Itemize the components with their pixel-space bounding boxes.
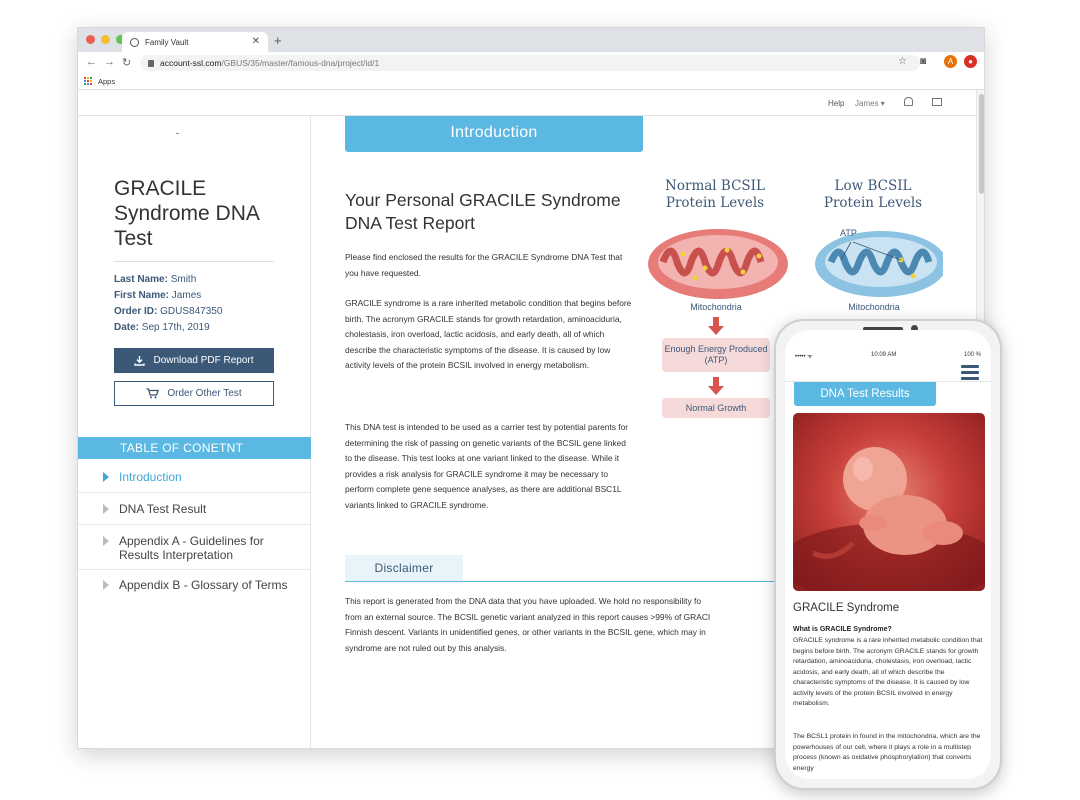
minimize-window-button[interactable]: [101, 35, 110, 44]
battery-indicator: 100 %: [963, 352, 981, 358]
meta-value: Sep 17th, 2019: [141, 322, 210, 333]
close-tab-icon[interactable]: ✕: [251, 36, 260, 47]
address-bar[interactable]: [140, 55, 920, 71]
toc-item-label: Appendix B - Glossary of Terms: [119, 578, 288, 592]
low-levels-title: Low BCSIL Protein Levels: [823, 178, 923, 211]
cart-icon: [146, 388, 159, 399]
dna-test-results-banner: DNA Test Results: [794, 382, 936, 406]
toc-heading: TABLE OF CONETNT: [78, 437, 311, 459]
bookmark-star-icon[interactable]: ☆: [898, 56, 907, 67]
toc-item-label: DNA Test Result: [119, 502, 207, 516]
reload-icon[interactable]: ↻: [122, 57, 132, 69]
order-other-test-label: Order Other Test: [167, 388, 242, 399]
toc-item-label: Introduction: [119, 470, 182, 484]
caret-right-icon: [103, 504, 109, 514]
download-pdf-button[interactable]: [114, 348, 274, 373]
app-header: [78, 90, 976, 116]
intro-paragraph: Please find enclosed the results for the GRACILE Syndrome DNA Test that you have requested.: [345, 252, 623, 278]
sidebar-logo-mark: -: [176, 128, 179, 138]
disclaimer-line: This report is generated from the DNA data that you have uploaded. We hold no responsibility fo: [345, 596, 701, 606]
extension-icon[interactable]: ●: [964, 55, 977, 68]
caret-right-icon: [103, 580, 109, 590]
meta-label: Order ID:: [114, 306, 158, 317]
order-other-test-button[interactable]: [114, 381, 274, 406]
phone-screen: [785, 330, 991, 779]
disclaimer-text: [345, 594, 785, 656]
disclaimer-line: syndrome are not ruled out by this analysis.: [345, 642, 507, 653]
meta-first-name: [114, 290, 201, 301]
download-icon: [134, 355, 145, 366]
normal-levels-title: Normal BCSIL Protein Levels: [665, 178, 765, 211]
status-time: 10:09 AM: [871, 352, 897, 358]
divider: [114, 261, 274, 262]
help-link[interactable]: Help: [828, 99, 845, 108]
download-pdf-label: Download PDF Report: [153, 355, 254, 366]
phone-question: What is GRACILE Syndrome?: [793, 626, 892, 633]
signal-indicator: ••••• ᯤ: [795, 354, 813, 360]
disclaimer-line: Finnish descent. Variants in unidentified genes, or other variants in the BCSIL gene, which may in: [345, 627, 706, 638]
sidebar: [78, 116, 311, 749]
divider: [78, 524, 311, 525]
profile-avatar[interactable]: A: [944, 55, 957, 68]
scrollbar-thumb[interactable]: [979, 94, 984, 194]
disclaimer-tab[interactable]: Disclaimer: [345, 555, 463, 581]
meta-order-id: [114, 306, 222, 317]
close-window-button[interactable]: [86, 35, 95, 44]
meta-label: Date:: [114, 322, 140, 333]
divider: [78, 569, 311, 570]
camera-icon[interactable]: ◙: [920, 56, 927, 67]
back-icon[interactable]: ←: [86, 56, 97, 68]
phone-mockup: [774, 319, 1002, 790]
toc-item-appendix-b[interactable]: [78, 578, 311, 592]
meta-date: [114, 322, 210, 333]
mail-icon[interactable]: [932, 98, 942, 106]
user-menu[interactable]: James ▾: [855, 99, 885, 108]
meta-value: GDUS847350: [160, 306, 223, 317]
meta-value: James: [171, 290, 202, 301]
down-arrow-icon: [708, 377, 724, 395]
browser-tab[interactable]: [122, 32, 268, 52]
fetus-image: [793, 413, 985, 591]
down-arrow-icon: [708, 317, 724, 335]
caret-right-icon: [103, 472, 109, 482]
divider: [78, 492, 311, 493]
disclaimer-line: from an external source. The BCSIL genetic variant analyzed in this report causes >99% of GRACI: [345, 611, 711, 622]
normal-growth-box: Normal Growth: [662, 398, 770, 418]
window-controls: [86, 35, 125, 44]
globe-icon: [130, 38, 139, 47]
caret-right-icon: [103, 536, 109, 546]
meta-label: First Name:: [114, 290, 170, 301]
divider: [345, 581, 825, 582]
toc-item-dna-test-result[interactable]: [78, 502, 311, 516]
meta-value: Smith: [170, 274, 197, 285]
lock-icon: [148, 60, 154, 67]
bell-icon[interactable]: [904, 97, 913, 106]
browser-toolbar: [78, 52, 984, 74]
url-host: account-ssl.com: [160, 58, 222, 68]
mitochondria-illustration: [643, 220, 943, 310]
fetus-illustration: [793, 413, 985, 591]
apps-grid-icon[interactable]: [84, 77, 93, 86]
description-paragraph: GRACILE syndrome is a rare inherited metabolic condition that begins before birth. The acronym GRACILE stands for growth retardation, aminoaciduria, cholestasis, iron overload, lactic acidosis, and early death, all of which describe the characteristic symptoms of the disease. It is caused by low activity levels of the protein BCSIL involved in energy metabolism.: [345, 298, 632, 370]
phone-heading: GRACILE Syndrome: [793, 602, 900, 614]
phone-paragraph: GRACILE syndrome is a rare inherited metabolic condition that begins before birth. The acronym GRACILE stands for growth retardation, aminoaciduria, cholestasis, iron overload, lactic acidosis, and early death, all of which describe the characteristic symptoms of the disease. It is caused by low activity levels of the protein BCSIL involved in energy metabolism.: [793, 637, 983, 707]
hamburger-menu-icon[interactable]: [961, 365, 979, 379]
toc-item-appendix-a[interactable]: [78, 534, 298, 562]
bookmarks-bar: [78, 74, 984, 90]
toc-item-label: Appendix A - Guidelines for Results Interpretation: [119, 534, 264, 562]
atp-label: ATP: [840, 228, 857, 238]
tab-title: Family Vault: [145, 37, 189, 47]
test-title: GRACILE Syndrome DNA Test: [114, 177, 259, 250]
apps-bookmark[interactable]: Apps: [98, 77, 116, 86]
meta-last-name: [114, 274, 196, 285]
introduction-banner: Introduction: [345, 116, 643, 152]
tab-bar: [78, 28, 984, 52]
new-tab-icon[interactable]: +: [274, 33, 282, 48]
meta-label: Last Name:: [114, 274, 168, 285]
url-path: /GBUS/35/master/famous-dna/project/id/1: [221, 58, 380, 68]
forward-icon[interactable]: →: [104, 56, 115, 68]
phone-paragraph: The BCSL1 protein in found in the mitochondria, which are the powerhouses of our cell, where it plays a role in a multistep process (known as oxidative phosphorylation) that converts energy: [793, 733, 981, 772]
mitochondria-label-right: Mitochondria: [848, 302, 900, 312]
toc-item-introduction[interactable]: [78, 470, 311, 484]
carrier-test-paragraph: This DNA test is intended to be used as a carrier test by potential parents for determining the risk of passing on genetic variants of the BCSIL gene linked to the disease. This test looks at one variant linked to the disease. While it provides a risk analysis for GRACILE syndrome it may be necessary to perform complete gene sequence analyses, as there are additional BSC1L variants linked to GRACILE syndrome.: [345, 422, 629, 510]
report-title: Your Personal GRACILE Syndrome DNA Test Report: [345, 190, 621, 233]
enough-energy-box: Enough Energy Produced (ATP): [662, 338, 770, 372]
mitochondria-label-left: Mitochondria: [690, 302, 742, 312]
status-bar: [785, 350, 991, 362]
